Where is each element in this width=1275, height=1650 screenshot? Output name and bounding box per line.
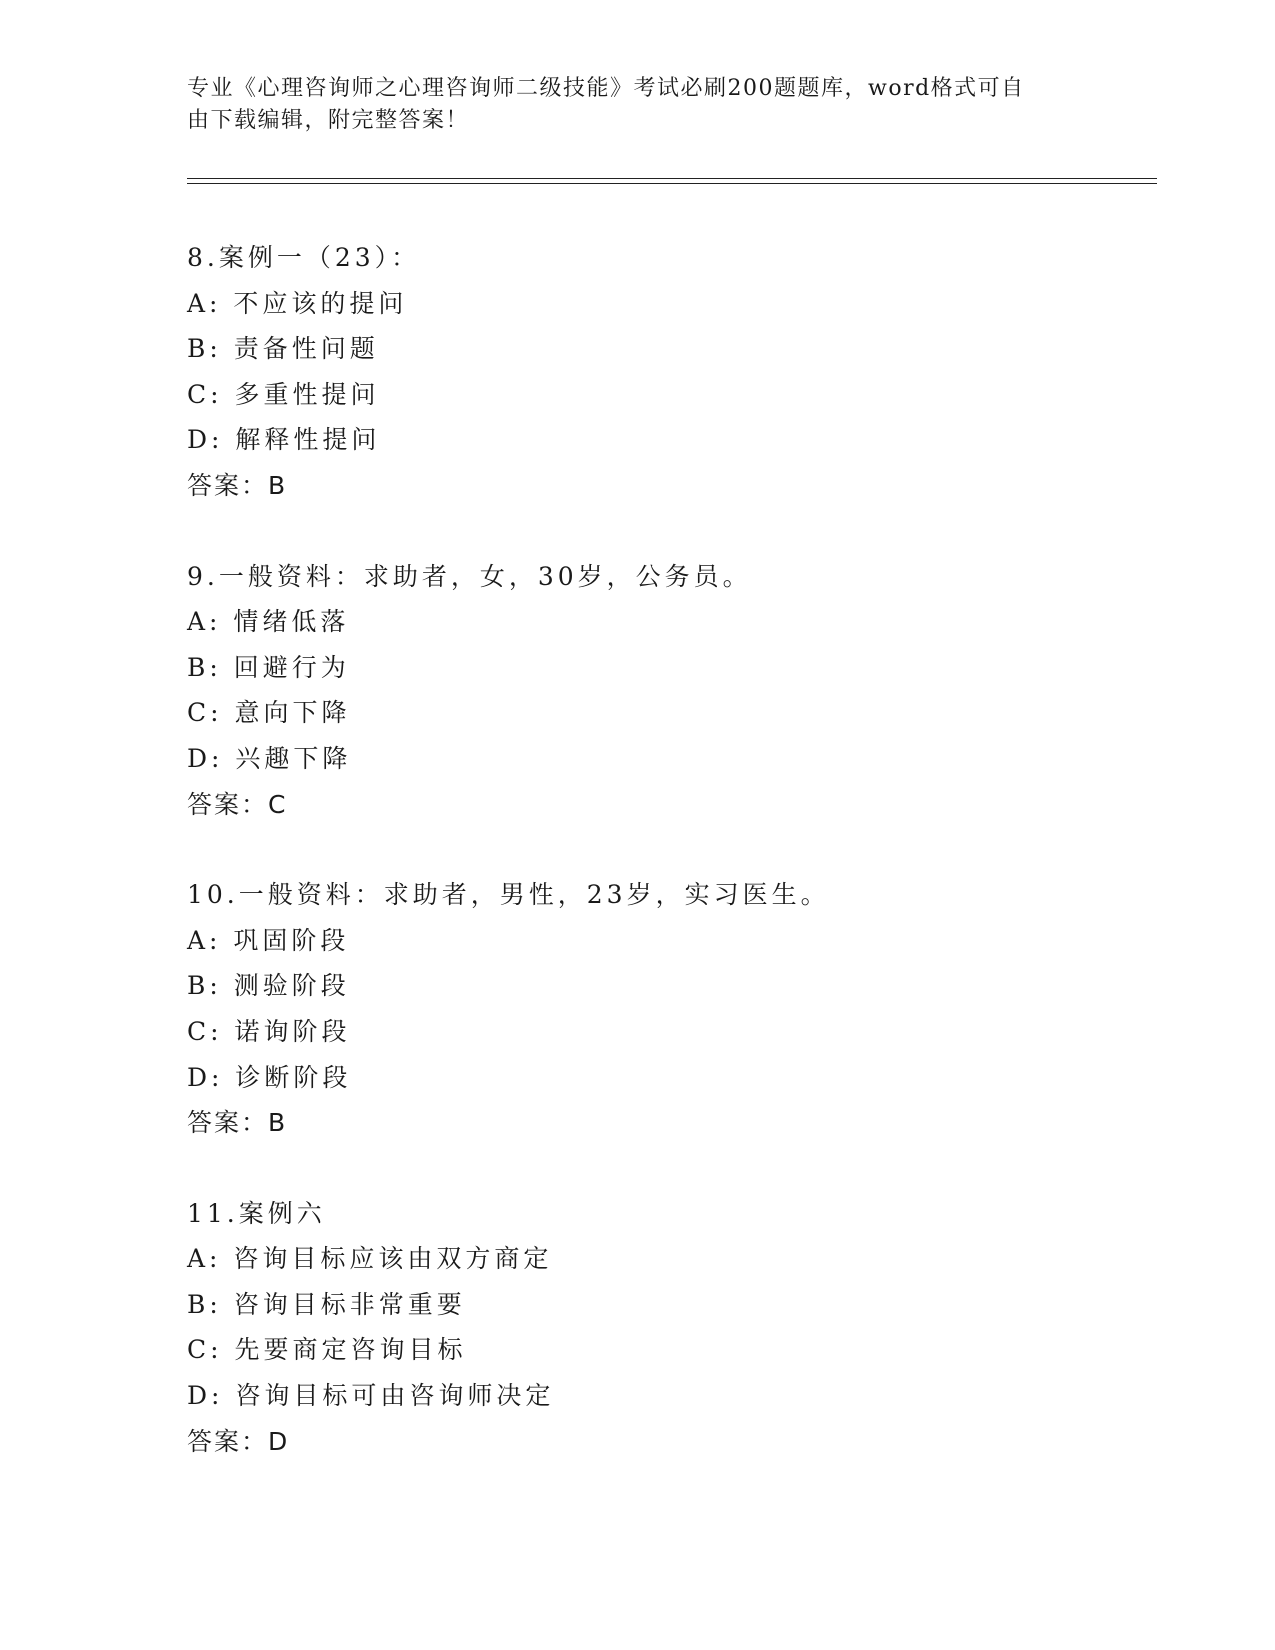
answer-line: 答案：B [187, 1108, 288, 1138]
question-stem: 9.一般资料：求助者，女，30岁，公务员。 [187, 561, 752, 591]
option-b: B: 咨询目标非常重要 [187, 1289, 466, 1319]
answer-line: 答案：D [187, 1426, 290, 1456]
question-stem: 8.案例一（23）： [187, 243, 421, 272]
option-a: A: 巩固阶段 [187, 925, 350, 955]
option-c: C: 意向下降 [187, 698, 351, 728]
answer-line: 答案：B [187, 470, 288, 500]
option-a: A: 咨询目标应该由双方商定 [187, 1244, 553, 1274]
option-b: B: 责备性问题 [187, 334, 379, 364]
question-10 [187, 872, 1147, 1146]
answer-line: 答案：C [187, 789, 288, 819]
header-divider-bottom [187, 183, 1157, 184]
option-b: B: 测验阶段 [187, 971, 350, 1001]
question-8 [187, 235, 1147, 509]
option-c: C: 多重性提问 [187, 379, 380, 409]
question-11 [187, 1191, 1147, 1465]
document-header [187, 73, 1077, 137]
option-c: C: 诺询阶段 [187, 1016, 351, 1046]
option-d: D: 解释性提问 [187, 425, 381, 455]
question-stem: 11.案例六 [187, 1198, 326, 1228]
option-a: A: 情绪低落 [187, 607, 350, 637]
option-b: B: 回避行为 [187, 652, 350, 682]
header-divider-top [187, 178, 1157, 179]
question-stem: 10.一般资料：求助者，男性，23岁，实习医生。 [187, 880, 830, 910]
question-list [187, 235, 1147, 1509]
option-a: A: 不应该的提问 [187, 288, 408, 318]
option-c: C: 先要商定咨询目标 [187, 1335, 467, 1365]
header-line-1: 专业《心理咨询师之心理咨询师二级技能》考试必刷200题题库，word格式可自 [187, 76, 1025, 101]
option-d: D: 兴趣下降 [187, 743, 352, 773]
question-9 [187, 554, 1147, 828]
header-line-2: 由下载编辑，附完整答案！ [187, 108, 470, 133]
option-d: D: 诊断阶段 [187, 1062, 352, 1092]
option-d: D: 咨询目标可由咨询师决定 [187, 1381, 555, 1411]
